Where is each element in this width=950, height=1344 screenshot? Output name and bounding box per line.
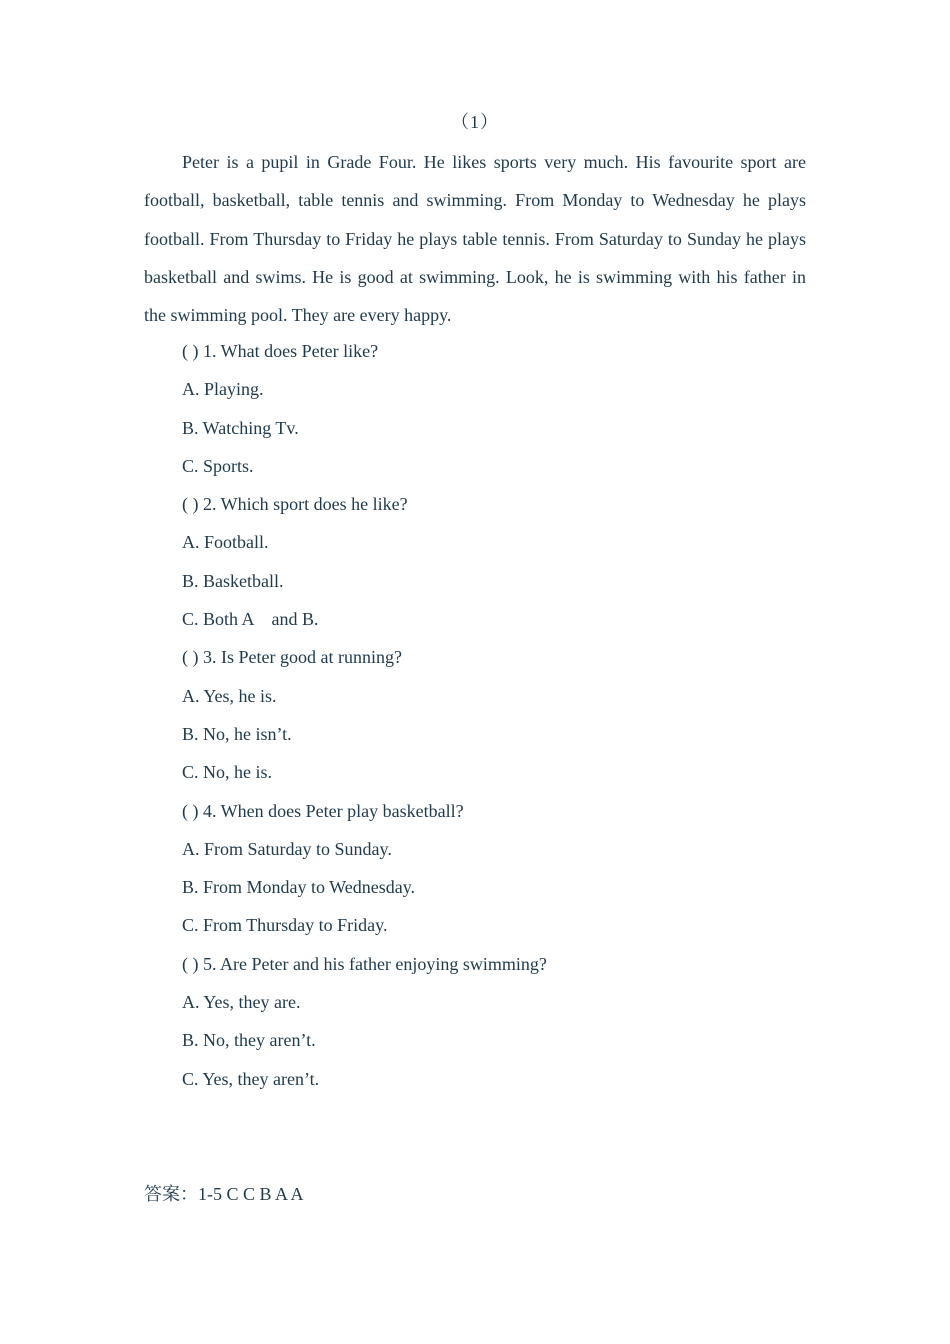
question-5-option-c: C. Yes, they aren’t. xyxy=(182,1068,320,1089)
section-number: （1） xyxy=(451,112,499,132)
question-4-option-b: B. From Monday to Wednesday. xyxy=(182,877,416,898)
question-2-option-a: A. Football. xyxy=(182,532,269,553)
question-1-option-c: C. Sports. xyxy=(182,455,254,476)
question-4-stem: ( ) 4. When does Peter play basketball? xyxy=(182,800,464,821)
question-4-option-c: C. From Thursday to Friday. xyxy=(182,915,388,936)
question-1-option-b: B. Watching Tv. xyxy=(182,417,299,438)
question-list xyxy=(182,332,802,1098)
answer-key: 答案：1-5 C C B A A xyxy=(144,1184,304,1204)
question-3-option-c: C. No, he is. xyxy=(182,762,272,783)
question-2-option-b: B. Basketball. xyxy=(182,570,284,591)
question-5-option-b: B. No, they aren’t. xyxy=(182,1030,316,1051)
question-2-option-c: C. Both A and B. xyxy=(182,609,319,630)
question-1-option-a: A. Playing. xyxy=(182,379,264,400)
question-5-option-a: A. Yes, they are. xyxy=(182,992,301,1013)
question-4-option-a: A. From Saturday to Sunday. xyxy=(182,838,392,859)
question-3-option-b: B. No, he isn’t. xyxy=(182,723,292,744)
question-1-stem: ( ) 1. What does Peter like? xyxy=(182,341,379,361)
question-3-option-a: A. Yes, he is. xyxy=(182,685,277,706)
question-5-stem: ( ) 5. Are Peter and his father enjoying swimming? xyxy=(182,953,547,974)
question-2-stem: ( ) 2. Which sport does he like? xyxy=(182,494,408,515)
question-3-stem: ( ) 3. Is Peter good at running? xyxy=(182,647,402,668)
reading-passage: Peter is a pupil in Grade Four. He likes sports very much. His favourite sport are football, basketball, table tennis and swimming. From Monday to Wednesday he plays football. From Thursday to Friday he plays table tennis. From Saturday to Sunday he plays basketball and swims. He is good at swimming. Look, he is swimming with his father in the swimming pool. They are every happy. xyxy=(144,152,806,326)
